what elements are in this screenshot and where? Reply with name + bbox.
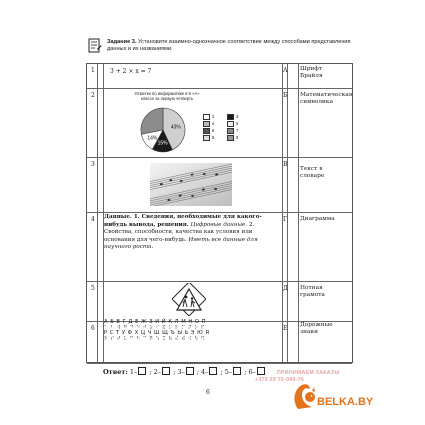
legend-label: 2 (212, 114, 215, 119)
option-letter: Г (283, 216, 287, 223)
legend-label: 9 (236, 135, 239, 140)
legend-label: 5 (236, 121, 239, 126)
legend-swatch (203, 128, 210, 134)
pie-chart (138, 105, 188, 155)
answer-part: ; 6– (244, 368, 256, 376)
option-text: Шрифт Брайля (300, 66, 323, 80)
answer-label: Ответ: (103, 368, 128, 376)
legend-item (203, 128, 214, 134)
legend-item (203, 121, 214, 127)
option-text: Нотная грамота (300, 285, 325, 299)
matching-table (86, 63, 353, 363)
braille-alphabet (104, 320, 276, 342)
legend-item (227, 135, 238, 141)
legend-label: 7 (236, 128, 239, 133)
legend-label: 8 (212, 135, 215, 140)
brand-logo: BELKA.BY (317, 396, 374, 408)
option-letter: Е (283, 325, 288, 332)
legend-label: 3 (236, 114, 239, 119)
music-notes-image (150, 163, 232, 206)
legend-swatch (227, 135, 234, 141)
answer-part: ; 4– (196, 368, 209, 376)
page-number: 6 (206, 389, 210, 396)
definition-text: Данные. 1. Сведения, необходимые для какого-нибудь вывода, решения. (104, 214, 262, 228)
legend-swatch (227, 121, 234, 127)
item-number: 3 (91, 161, 95, 168)
legend-item (203, 135, 214, 141)
answer-part: ; 2– (149, 368, 161, 376)
squirrel-logo-icon (292, 377, 318, 411)
legend-item (203, 114, 214, 120)
pie-slice (141, 108, 163, 134)
option-letter: Б (283, 92, 288, 99)
task-statement (107, 39, 367, 54)
braille-dots-row: ⠁ ⠃ ⠺ ⠛ ⠙ ⠑ ⠚ ⠵ ⠊ ⠯ ⠅ ⠇ ⠍ ⠝ ⠕ ⠏ (104, 324, 206, 331)
answer-box[interactable] (209, 367, 217, 375)
pie-slice-label: 14% (147, 135, 158, 142)
legend-swatch (203, 114, 210, 120)
road-sign-icon (172, 283, 206, 316)
legend-swatch (203, 135, 210, 141)
item-number: 6 (91, 325, 95, 332)
answer-box[interactable] (233, 367, 241, 375)
chart-title: Отметки по информатике в 6 «А» классе за первую четверть (134, 91, 200, 101)
task-label: Задание 3. (107, 39, 137, 45)
math-formula: 3 + 2 × x = 7 (110, 68, 152, 75)
answer-part: 1– (129, 368, 138, 376)
answer-box[interactable] (162, 367, 170, 375)
item-number: 5 (91, 285, 95, 292)
legend-swatch (227, 128, 234, 134)
answer-box[interactable] (138, 367, 146, 375)
task-icon (88, 38, 102, 53)
watermark-line: ПРИНИМАЕМ ЗАКАЗЫ (277, 370, 340, 376)
legend-label: 4 (212, 121, 215, 126)
item-number: 4 (91, 216, 95, 223)
definition-text-2: 2. Свойства, способности, качества как условия или основания для чего-нибудь. (104, 221, 255, 243)
legend-swatch (203, 121, 210, 127)
item-number: 1 (91, 67, 95, 74)
pie-slice-label: 43% (170, 124, 181, 131)
braille-letters-row: Р С Т У Ф Х Ц Ч Ш Щ Ъ Ы Ь Э Ю Я (104, 330, 210, 337)
answer-line (103, 367, 266, 376)
legend-swatch (227, 114, 234, 120)
answer-box[interactable] (186, 367, 194, 375)
option-text: Диаграмма (300, 216, 335, 222)
option-text: Дорожные знаки (300, 322, 333, 336)
definition-example-2: Иметь все данные для научного роста. (104, 236, 258, 251)
option-letter: В (283, 161, 288, 168)
legend-item (227, 114, 238, 120)
legend-label: 6 (212, 128, 215, 133)
option-letter: Д (283, 285, 288, 292)
item-number: 2 (91, 92, 95, 99)
legend-item (227, 121, 238, 127)
option-text: Текст в словаре (300, 166, 325, 180)
task-text: Установите взаимно-однозначное соответствие между способами представления данных и их названиями. (107, 39, 351, 53)
watermark-line: +375 29 76-999-76 (255, 377, 305, 383)
definition-example: Цифровые данные. (190, 221, 248, 228)
dictionary-definition (104, 214, 274, 252)
answer-part: ; 3– (173, 368, 185, 376)
pie-slice-label: 15% (157, 140, 168, 147)
legend-item (227, 128, 238, 134)
braille-letters-row: А Б В Г Д Е Ж З И Й К Л М Н О П (104, 319, 207, 325)
option-letter: А (283, 67, 288, 74)
option-text: Математическая символика (300, 92, 353, 106)
braille-dots-row: ⠗ ⠎ ⠞ ⠥ ⠋ ⠓ ⠉ ⠟ ⠱ ⠭ ⠷ ⠮ ⠾ ⠪ ⠳ ⠫ (104, 335, 206, 342)
answer-part: ; 5– (220, 368, 233, 376)
